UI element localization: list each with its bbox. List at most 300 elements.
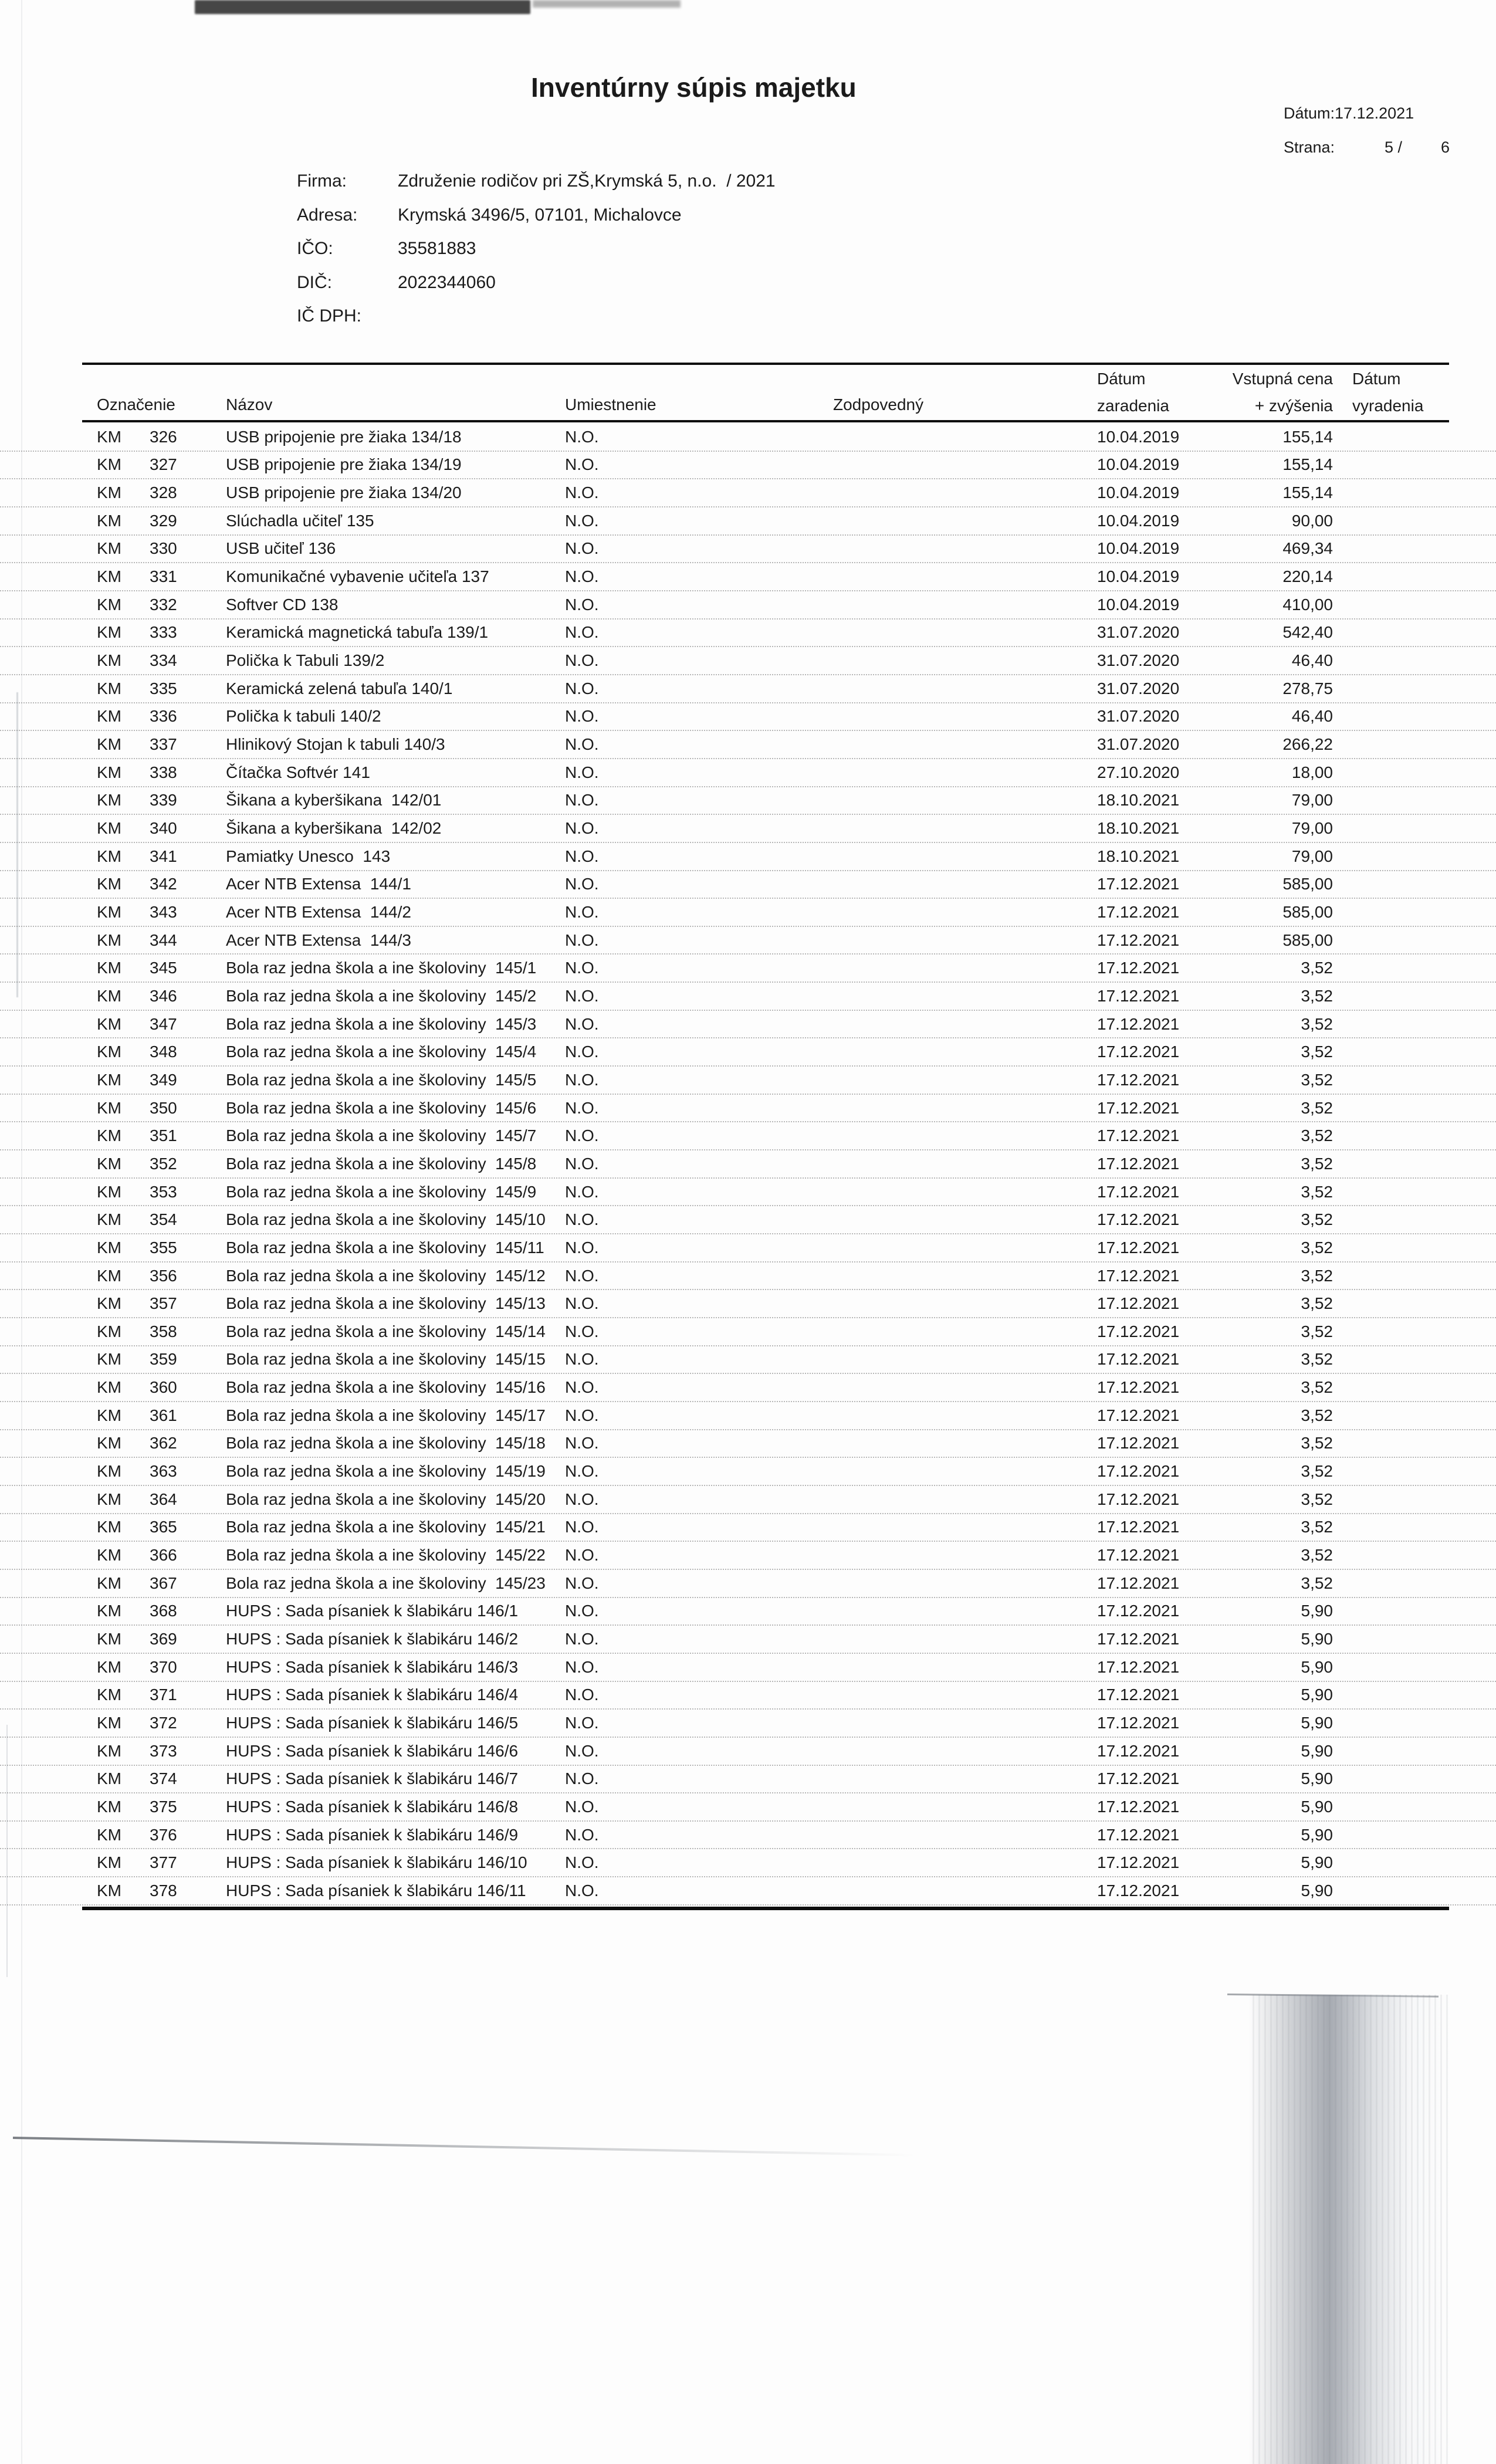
cell-date-added: 17.12.2021: [1097, 1043, 1180, 1061]
cell-price: 278,75: [1282, 679, 1333, 698]
cell-date-added: 10.04.2019: [1097, 567, 1180, 586]
cell-name: Bola raz jedna škola a ine školoviny 145/11: [226, 1238, 544, 1257]
cell-designation-number: 338: [150, 763, 177, 781]
cell-date-added: 17.12.2021: [1097, 1350, 1180, 1369]
cell-location: N.O.: [565, 1546, 599, 1565]
cell-price: 5,90: [1301, 1714, 1333, 1732]
cell-price: 585,00: [1282, 930, 1333, 949]
cell-price: 3,52: [1301, 1518, 1333, 1536]
cell-designation-number: 345: [150, 959, 177, 977]
cell-name: Bola raz jedna škola a ine školoviny 145/19: [226, 1462, 546, 1481]
cell-name: USB pripojenie pre žiaka 134/20: [226, 483, 462, 502]
cell-name: USB učiteľ 136: [226, 539, 336, 558]
meta-page-line: [1284, 138, 1477, 162]
cell-name: HUPS : Sada písaniek k šlabikáru 146/10: [226, 1853, 527, 1872]
table-row: [0, 620, 1496, 648]
cell-name: Hlinikový Stojan k tabuli 140/3: [226, 735, 445, 754]
cell-price: 5,90: [1301, 1657, 1333, 1676]
table-row: [0, 787, 1496, 815]
cell-location: N.O.: [565, 679, 599, 698]
company-row-icdph: [297, 306, 776, 340]
cell-name: Bola raz jedna škola a ine školoviny 145/21: [226, 1518, 546, 1536]
cell-designation-prefix: KM: [97, 1685, 121, 1704]
company-block: [297, 171, 776, 340]
cell-designation-number: 352: [150, 1154, 177, 1173]
company-label: Adresa:: [297, 205, 358, 225]
cell-location: N.O.: [565, 1573, 599, 1592]
cell-date-added: 17.12.2021: [1097, 1294, 1180, 1313]
cell-designation-number: 337: [150, 735, 177, 754]
cell-location: N.O.: [565, 959, 599, 977]
cell-name: Softver CD 138: [226, 595, 339, 614]
cell-price: 5,90: [1301, 1602, 1333, 1620]
cell-date-added: 10.04.2019: [1097, 455, 1180, 474]
cell-designation-prefix: KM: [97, 1657, 121, 1676]
cell-designation-number: 326: [150, 427, 177, 446]
cell-price: 3,52: [1301, 1098, 1333, 1117]
cell-name: HUPS : Sada písaniek k šlabikáru 146/8: [226, 1797, 519, 1816]
table-row: [0, 1682, 1496, 1710]
cell-date-added: 17.12.2021: [1097, 1685, 1180, 1704]
table-row: [0, 1290, 1496, 1318]
cell-designation-number: 367: [150, 1573, 177, 1592]
cell-date-added: 18.10.2021: [1097, 791, 1180, 810]
cell-designation-number: 373: [150, 1741, 177, 1760]
cell-price: 3,52: [1301, 1462, 1333, 1481]
cell-name: Bola raz jedna škola a ine školoviny 145/10: [226, 1210, 546, 1229]
cell-designation-number: 377: [150, 1853, 177, 1872]
cell-location: N.O.: [565, 1350, 599, 1369]
table-row: [0, 675, 1496, 703]
cell-location: N.O.: [565, 427, 599, 446]
cell-price: 410,00: [1282, 595, 1333, 614]
cell-date-added: 17.12.2021: [1097, 1630, 1180, 1649]
cell-location: N.O.: [565, 707, 599, 726]
cell-location: N.O.: [565, 1238, 599, 1257]
cell-name: Bola raz jedna škola a ine školoviny 145/23: [226, 1573, 546, 1592]
cell-name: Keramická zelená tabuľa 140/1: [226, 679, 453, 698]
cell-designation-prefix: KM: [97, 1573, 121, 1592]
cell-designation-number: 361: [150, 1406, 177, 1424]
cell-date-added: 10.04.2019: [1097, 539, 1180, 558]
cell-designation-number: 369: [150, 1630, 177, 1649]
cell-date-added: 17.12.2021: [1097, 986, 1180, 1005]
cell-name: Bola raz jedna škola a ine školoviny 145/5: [226, 1070, 537, 1089]
cell-designation-number: 343: [150, 902, 177, 921]
table-row: [0, 1179, 1496, 1207]
company-label: DIČ:: [297, 272, 332, 292]
cell-name: Bola raz jedna škola a ine školoviny 145/4: [226, 1043, 537, 1061]
cell-designation-number: 371: [150, 1685, 177, 1704]
cell-price: 5,90: [1301, 1797, 1333, 1816]
cell-location: N.O.: [565, 1741, 599, 1760]
cell-designation-prefix: KM: [97, 1630, 121, 1649]
cell-name: HUPS : Sada písaniek k šlabikáru 146/3: [226, 1657, 519, 1676]
cell-designation-number: 332: [150, 595, 177, 614]
table-row: [0, 815, 1496, 843]
table-row: [0, 1738, 1496, 1766]
cell-designation-number: 368: [150, 1602, 177, 1620]
cell-designation-prefix: KM: [97, 1546, 121, 1565]
cell-date-added: 17.12.2021: [1097, 1769, 1180, 1788]
cell-name: HUPS : Sada písaniek k šlabikáru 146/6: [226, 1741, 519, 1760]
cell-name: Pamiatky Unesco 143: [226, 847, 391, 865]
cell-price: 3,52: [1301, 1182, 1333, 1201]
cell-price: 79,00: [1291, 847, 1333, 865]
cell-date-added: 10.04.2019: [1097, 427, 1180, 446]
cell-price: 5,90: [1301, 1630, 1333, 1649]
table-row: [0, 1626, 1496, 1654]
cell-date-added: 31.07.2020: [1097, 707, 1180, 726]
cell-date-added: 17.12.2021: [1097, 1657, 1180, 1676]
cell-date-added: 17.12.2021: [1097, 1462, 1180, 1481]
table-row: [0, 591, 1496, 620]
cell-designation-number: 364: [150, 1490, 177, 1508]
cell-designation-number: 353: [150, 1182, 177, 1201]
cell-location: N.O.: [565, 1853, 599, 1872]
cell-name: Acer NTB Extensa 144/2: [226, 902, 411, 921]
cell-date-added: 27.10.2020: [1097, 763, 1180, 781]
table-row: [0, 1095, 1496, 1123]
cell-date-added: 17.12.2021: [1097, 1797, 1180, 1816]
cell-location: N.O.: [565, 1043, 599, 1061]
cell-date-added: 10.04.2019: [1097, 483, 1180, 502]
cell-price: 155,14: [1282, 483, 1333, 502]
cell-name: Keramická magnetická tabuľa 139/1: [226, 623, 489, 642]
cell-location: N.O.: [565, 1294, 599, 1313]
cell-name: Polička k Tabuli 139/2: [226, 651, 385, 670]
cell-date-added: 17.12.2021: [1097, 1266, 1180, 1285]
cell-designation-prefix: KM: [97, 1490, 121, 1508]
cell-date-added: 17.12.2021: [1097, 1014, 1180, 1033]
cell-designation-prefix: KM: [97, 1518, 121, 1536]
cell-designation-number: 356: [150, 1266, 177, 1285]
cell-date-added: 17.12.2021: [1097, 1434, 1180, 1453]
cell-date-added: 17.12.2021: [1097, 1070, 1180, 1089]
cell-designation-number: 327: [150, 455, 177, 474]
cell-location: N.O.: [565, 567, 599, 586]
cell-designation-number: 339: [150, 791, 177, 810]
date-value: 17.12.2021: [1335, 104, 1414, 122]
cell-date-added: 17.12.2021: [1097, 1741, 1180, 1760]
table-row: [0, 731, 1496, 759]
cell-location: N.O.: [565, 847, 599, 865]
cell-designation-number: 340: [150, 819, 177, 838]
col-header-price-line1: Vstupná cena: [1232, 370, 1333, 388]
cell-designation-number: 359: [150, 1350, 177, 1369]
table-row: [0, 703, 1496, 732]
cell-price: 5,90: [1301, 1741, 1333, 1760]
cell-location: N.O.: [565, 1070, 599, 1089]
cell-location: N.O.: [565, 763, 599, 781]
cell-designation-prefix: KM: [97, 1853, 121, 1872]
cell-designation-prefix: KM: [97, 1769, 121, 1788]
cell-price: 5,90: [1301, 1685, 1333, 1704]
cell-location: N.O.: [565, 1378, 599, 1397]
table-row: [0, 479, 1496, 507]
cell-price: 5,90: [1301, 1825, 1333, 1844]
cell-name: HUPS : Sada písaniek k šlabikáru 146/1: [226, 1602, 519, 1620]
cell-designation-prefix: KM: [97, 1266, 121, 1285]
cell-location: N.O.: [565, 986, 599, 1005]
cell-designation-prefix: KM: [97, 875, 121, 893]
cell-location: N.O.: [565, 1462, 599, 1481]
cell-designation-prefix: KM: [97, 1378, 121, 1397]
cell-price: 3,52: [1301, 986, 1333, 1005]
table-row: [0, 1486, 1496, 1514]
cell-designation-prefix: KM: [97, 1322, 121, 1341]
cell-location: N.O.: [565, 1630, 599, 1649]
cell-date-added: 17.12.2021: [1097, 1406, 1180, 1424]
cell-designation-number: 374: [150, 1769, 177, 1788]
table-row: [0, 563, 1496, 591]
page-total: 6: [1441, 138, 1450, 156]
cell-price: 585,00: [1282, 902, 1333, 921]
cell-designation-prefix: KM: [97, 1881, 121, 1900]
col-header-price-line2: + zvýšenia: [1254, 397, 1333, 415]
cell-designation-number: 372: [150, 1714, 177, 1732]
col-header-date-added-line2: zaradenia: [1097, 397, 1169, 415]
cell-date-added: 17.12.2021: [1097, 1853, 1180, 1872]
cell-designation-prefix: KM: [97, 1014, 121, 1033]
scan-artifact-top-smudge: [533, 0, 681, 8]
cell-designation-prefix: KM: [97, 1825, 121, 1844]
cell-price: 3,52: [1301, 1154, 1333, 1173]
cell-designation-number: 378: [150, 1881, 177, 1900]
cell-designation-number: 333: [150, 623, 177, 642]
company-value: Krymská 3496/5, 07101, Michalovce: [398, 205, 682, 225]
cell-name: USB pripojenie pre žiaka 134/19: [226, 455, 462, 474]
cell-designation-number: 366: [150, 1546, 177, 1565]
company-label: Firma:: [297, 171, 347, 191]
cell-designation-number: 348: [150, 1043, 177, 1061]
cell-designation-prefix: KM: [97, 707, 121, 726]
cell-price: 5,90: [1301, 1853, 1333, 1872]
cell-price: 3,52: [1301, 1378, 1333, 1397]
cell-designation-prefix: KM: [97, 1098, 121, 1117]
company-row-firma: [297, 171, 776, 205]
cell-designation-prefix: KM: [97, 902, 121, 921]
cell-name: Bola raz jedna škola a ine školoviny 145/1: [226, 959, 537, 977]
table-row: [0, 1234, 1496, 1263]
company-value: Združenie rodičov pri ZŠ,Krymská 5, n.o. / 2021: [398, 171, 776, 191]
cell-date-added: 17.12.2021: [1097, 1154, 1180, 1173]
company-row-dic: [297, 273, 776, 307]
cell-designation-prefix: KM: [97, 847, 121, 865]
cell-location: N.O.: [565, 1014, 599, 1033]
table-body: [0, 424, 1496, 1905]
company-row-adresa: [297, 205, 776, 239]
cell-designation-number: 375: [150, 1797, 177, 1816]
meta-date-line: [1284, 104, 1477, 138]
cell-location: N.O.: [565, 1490, 599, 1508]
cell-designation-number: 346: [150, 986, 177, 1005]
cell-name: HUPS : Sada písaniek k šlabikáru 146/9: [226, 1825, 519, 1844]
table-row: [0, 1822, 1496, 1850]
cell-designation-number: 362: [150, 1434, 177, 1453]
cell-designation-prefix: KM: [97, 791, 121, 810]
cell-location: N.O.: [565, 651, 599, 670]
table-row: [0, 1374, 1496, 1402]
cell-name: Bola raz jedna škola a ine školoviny 145/22: [226, 1546, 546, 1565]
cell-designation-prefix: KM: [97, 1350, 121, 1369]
cell-date-added: 17.12.2021: [1097, 1238, 1180, 1257]
table-row: [0, 1598, 1496, 1626]
cell-designation-prefix: KM: [97, 1406, 121, 1424]
cell-location: N.O.: [565, 735, 599, 754]
table-row: [0, 1570, 1496, 1598]
table-row: [0, 871, 1496, 899]
cell-price: 3,52: [1301, 1434, 1333, 1453]
cell-designation-prefix: KM: [97, 1070, 121, 1089]
table-row: [0, 1206, 1496, 1234]
cell-designation-number: 344: [150, 930, 177, 949]
cell-designation-prefix: KM: [97, 455, 121, 474]
cell-designation-number: 330: [150, 539, 177, 558]
date-label: Dátum:: [1284, 104, 1335, 122]
cell-location: N.O.: [565, 623, 599, 642]
cell-price: 3,52: [1301, 1322, 1333, 1341]
table-row: [0, 1122, 1496, 1150]
company-label: IČ DPH:: [297, 306, 362, 326]
cell-date-added: 17.12.2021: [1097, 1182, 1180, 1201]
cell-date-added: 17.12.2021: [1097, 875, 1180, 893]
cell-date-added: 17.12.2021: [1097, 1210, 1180, 1229]
cell-designation-number: 328: [150, 483, 177, 502]
cell-name: Polička k tabuli 140/2: [226, 707, 381, 726]
cell-date-added: 17.12.2021: [1097, 902, 1180, 921]
cell-date-added: 31.07.2020: [1097, 735, 1180, 754]
cell-price: 3,52: [1301, 959, 1333, 977]
cell-designation-prefix: KM: [97, 1602, 121, 1620]
cell-price: 3,52: [1301, 1294, 1333, 1313]
cell-date-added: 17.12.2021: [1097, 1126, 1180, 1145]
cell-price: 3,52: [1301, 1350, 1333, 1369]
col-header-date-removed-line2: vyradenia: [1352, 397, 1424, 415]
cell-designation-number: 347: [150, 1014, 177, 1033]
table-row: [0, 899, 1496, 927]
cell-name: Slúchadla učiteľ 135: [226, 511, 374, 530]
table-row: [0, 1067, 1496, 1095]
cell-name: USB pripojenie pre žiaka 134/18: [226, 427, 462, 446]
cell-location: N.O.: [565, 1434, 599, 1453]
table-row: [0, 1318, 1496, 1346]
table-row: [0, 1038, 1496, 1067]
cell-price: 220,14: [1282, 567, 1333, 586]
table-row: [0, 1793, 1496, 1822]
cell-location: N.O.: [565, 1266, 599, 1285]
cell-date-added: 17.12.2021: [1097, 1378, 1180, 1397]
cell-date-added: 17.12.2021: [1097, 1881, 1180, 1900]
cell-designation-prefix: KM: [97, 567, 121, 586]
cell-location: N.O.: [565, 1602, 599, 1620]
table-row: [0, 647, 1496, 675]
cell-price: 79,00: [1291, 791, 1333, 810]
cell-name: Bola raz jedna škola a ine školoviny 145/16: [226, 1378, 546, 1397]
cell-designation-prefix: KM: [97, 427, 121, 446]
cell-location: N.O.: [565, 1126, 599, 1145]
scan-artifact-paper-edge: [13, 2137, 916, 2157]
cell-name: Bola raz jedna škola a ine školoviny 145/18: [226, 1434, 546, 1453]
table-row: [0, 1150, 1496, 1179]
table-header-border: [82, 420, 1449, 422]
cell-location: N.O.: [565, 930, 599, 949]
cell-name: Bola raz jedna škola a ine školoviny 145/15: [226, 1350, 546, 1369]
cell-location: N.O.: [565, 1098, 599, 1117]
table-row: [0, 1263, 1496, 1291]
table-row: [0, 1654, 1496, 1682]
cell-location: N.O.: [565, 1182, 599, 1201]
cell-designation-number: 360: [150, 1378, 177, 1397]
cell-price: 3,52: [1301, 1070, 1333, 1089]
cell-price: 3,52: [1301, 1210, 1333, 1229]
cell-location: N.O.: [565, 483, 599, 502]
cell-date-added: 17.12.2021: [1097, 959, 1180, 977]
table-row: [0, 955, 1496, 983]
cell-price: 3,52: [1301, 1266, 1333, 1285]
cell-name: HUPS : Sada písaniek k šlabikáru 146/7: [226, 1769, 519, 1788]
table-row: [0, 507, 1496, 536]
table-row: [0, 1430, 1496, 1458]
cell-location: N.O.: [565, 539, 599, 558]
col-header-name: Názov: [226, 395, 273, 414]
cell-designation-prefix: KM: [97, 959, 121, 977]
table-row: [0, 424, 1496, 452]
cell-date-added: 17.12.2021: [1097, 1825, 1180, 1844]
cell-name: Bola raz jedna škola a ine školoviny 145/3: [226, 1014, 537, 1033]
table-row: [0, 1542, 1496, 1570]
cell-designation-number: 365: [150, 1518, 177, 1536]
table-row: [0, 1514, 1496, 1542]
cell-location: N.O.: [565, 1322, 599, 1341]
cell-location: N.O.: [565, 1210, 599, 1229]
cell-designation-prefix: KM: [97, 763, 121, 781]
page-current: 5 /: [1385, 138, 1403, 156]
table-row: [0, 759, 1496, 787]
cell-name: Šikana a kyberšikana 142/02: [226, 819, 442, 838]
cell-name: Bola raz jedna škola a ine školoviny 145/17: [226, 1406, 546, 1424]
cell-location: N.O.: [565, 1685, 599, 1704]
cell-price: 3,52: [1301, 1238, 1333, 1257]
cell-price: 46,40: [1291, 651, 1333, 670]
cell-designation-number: 349: [150, 1070, 177, 1089]
cell-name: Bola raz jedna škola a ine školoviny 145/20: [226, 1490, 546, 1508]
cell-price: 3,52: [1301, 1490, 1333, 1508]
cell-location: N.O.: [565, 511, 599, 530]
cell-date-added: 17.12.2021: [1097, 1602, 1180, 1620]
cell-name: Acer NTB Extensa 144/1: [226, 875, 411, 893]
cell-designation-number: 334: [150, 651, 177, 670]
cell-location: N.O.: [565, 1881, 599, 1900]
cell-location: N.O.: [565, 455, 599, 474]
cell-date-added: 17.12.2021: [1097, 1322, 1180, 1341]
cell-name: Komunikačné vybavenie učiteľa 137: [226, 567, 489, 586]
cell-designation-prefix: KM: [97, 511, 121, 530]
cell-designation-prefix: KM: [97, 1126, 121, 1145]
table-bottom-border: [82, 1907, 1449, 1910]
cell-location: N.O.: [565, 1797, 599, 1816]
cell-price: 266,22: [1282, 735, 1333, 754]
cell-location: N.O.: [565, 875, 599, 893]
cell-designation-number: 355: [150, 1238, 177, 1257]
scan-artifact-shadow-band: [1248, 1995, 1451, 2464]
cell-date-added: 18.10.2021: [1097, 819, 1180, 838]
table-row: [0, 983, 1496, 1011]
cell-designation-prefix: KM: [97, 483, 121, 502]
cell-price: 469,34: [1282, 539, 1333, 558]
table-top-border: [82, 363, 1449, 365]
cell-designation-prefix: KM: [97, 1294, 121, 1313]
